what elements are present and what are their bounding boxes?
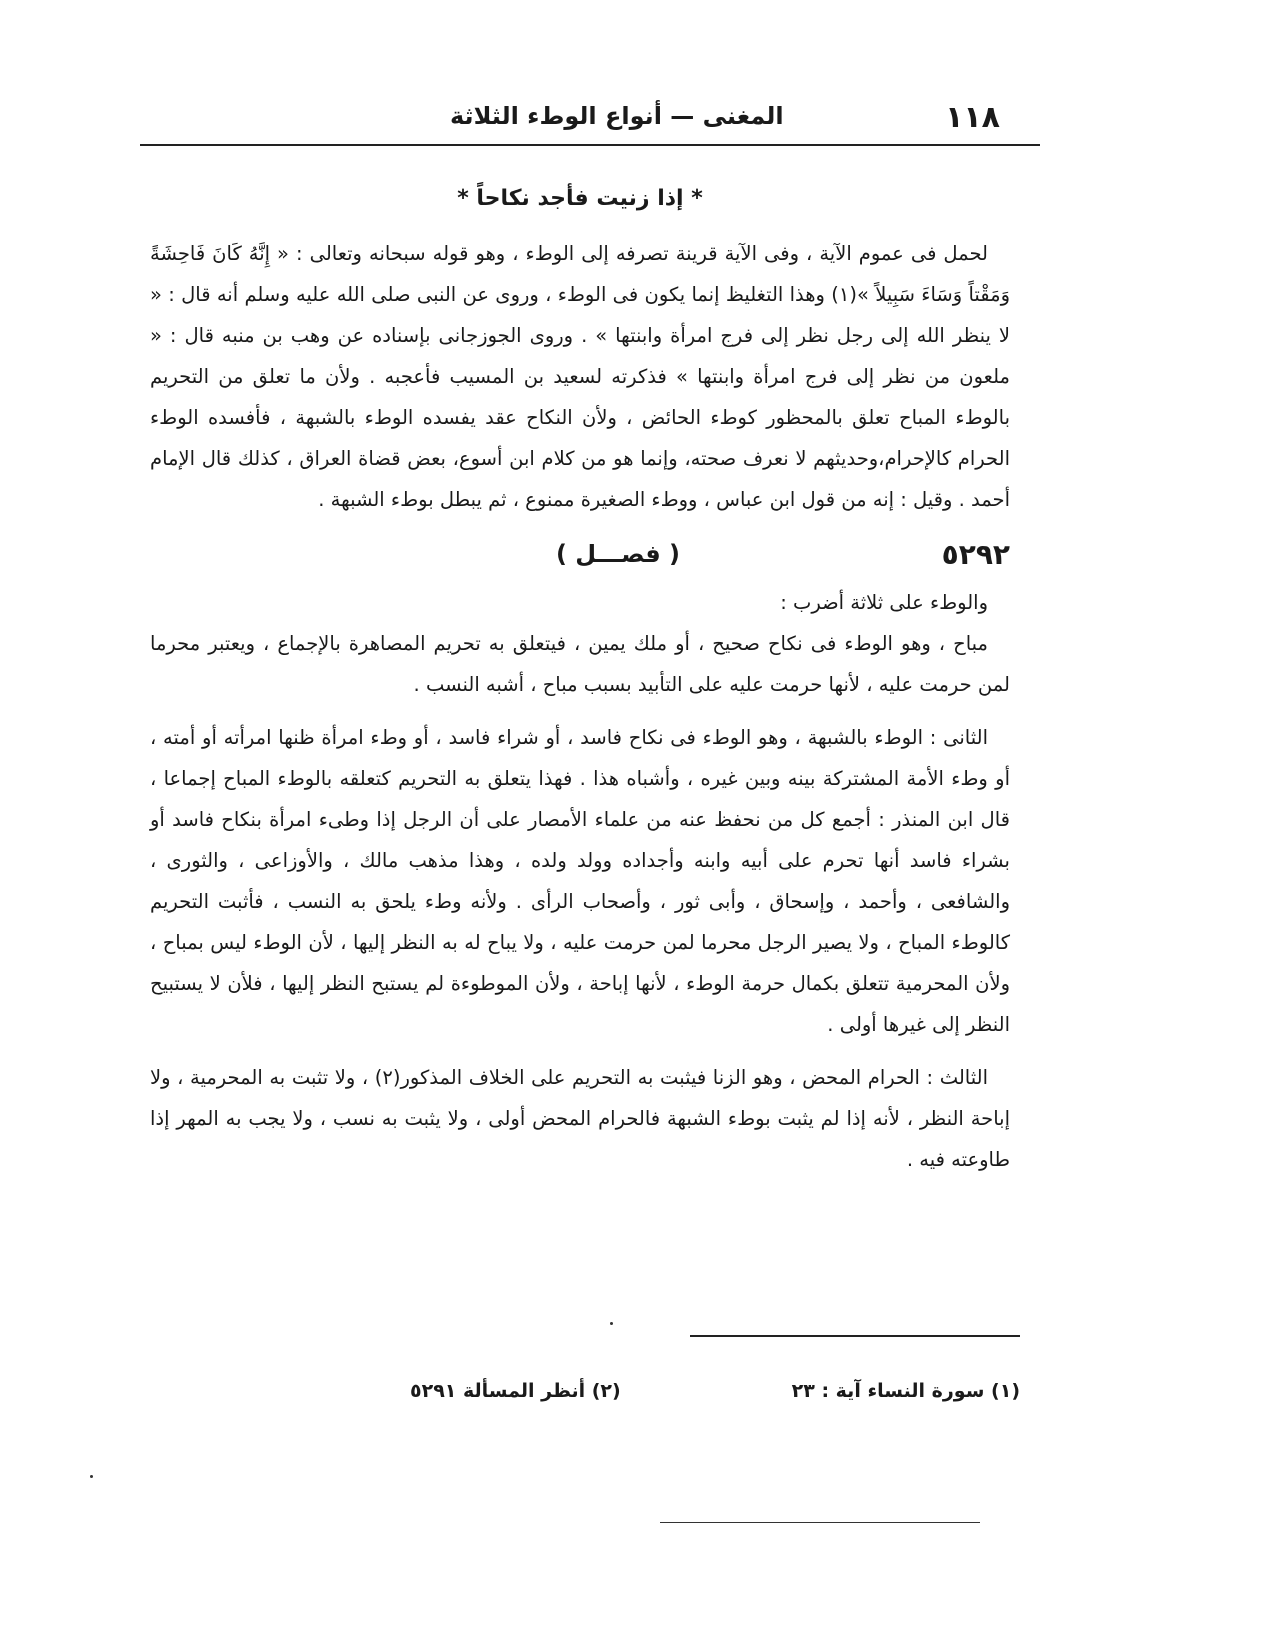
main-text bbox=[150, 178, 1010, 1180]
page-number: ١١٨ bbox=[945, 100, 1000, 135]
header-rule bbox=[140, 144, 1040, 146]
bottom-rule bbox=[660, 1522, 980, 1523]
paragraph: مباح ، وهو الوطء فى نكاح صحيح ، أو ملك يمين ، فيتعلق به تحريم المصاهرة بالإجماع ، ويعتبر محرما لمن حرمت عليه ، لأنها حرمت عليه على التأبيد بسبب مباح ، أشبه النسب . bbox=[150, 632, 1010, 696]
book-page bbox=[140, 90, 1040, 1590]
page-header bbox=[140, 100, 1040, 140]
paragraph: والوطء على ثلاثة أضرب : bbox=[780, 591, 988, 614]
running-title: المغنى — أنواع الوطء الثلاثة bbox=[450, 102, 784, 130]
paragraph: الثانى : الوطء بالشبهة ، وهو الوطء فى نكاح فاسد ، أو شراء فاسد ، أو وطء امرأة ظنها امرأته أو أمته ، أو وطء الأمة المشتركة بينه وبين غيره ، وأشباه هذا . فهذا يتعلق به التحريم كتعلقه بالوطء المباح إجماعا ، قال ابن المنذر : أجمع كل من نحفظ عنه من علماء الأمصار على أن الرجل إذا وطىء امرأة بنكاح فاسد أو بشراء فاسد أنها تحرم على أبيه وابنه وأجداده وولد ولده ، وهذا مذهب مالك ، والأوزاعى ، والثورى ، والشافعى ، وأحمد ، وإسحاق ، وأبى ثور ، وأصحاب الرأى . ولأنه وطء يلحق به النسب ، فأثبت التحريم كالوطء المباح ، ولا يصير الرجل محرما لمن حرمت عليه ، ولا يباح له به النظر إليها ، لأن الوطء ليس بمباح ، ولأن المحرمية تتعلق بكمال حرمة الوطء ، لأنها إباحة ، ولأن الموطوءة لم يستبح النظر إليها ، فلأن لا يستبيح النظر إلى غيرها أولى . bbox=[150, 726, 1010, 1036]
paragraph: لحمل فى عموم الآية ، وفى الآية قرينة تصرفه إلى الوطء ، وهو قوله سبحانه وتعالى : « إِنَّهُ كَانَ فَاحِشَةً وَمَقْتاً وَسَاءَ سَبِيلاً »(١) وهذا التغليظ إنما يكون فى الوطء ، وروى عن النبى صلى الله عليه وسلم أنه قال : « لا ينظر الله إلى رجل نظر إلى فرج امرأة وابنتها » . وروى الجوزجانى بإسناده عن وهب بن منبه قال : « ملعون من نظر إلى فرج امرأة وابنتها » فذكرته لسعيد بن المسيب فأعجبه . ولأن ما تعلق من التحريم بالوطء المباح تعلق بالمحظور كوطء الحائض ، ولأن النكاح عقد يفسده الوطء بالشبهة ، فأفسده الوطء الحرام كالإحرام،وحديثهم لا نعرف صحته، وإنما هو من كلام ابن أسوع، بعض قضاة العراق ، كذلك قال الإمام أحمد . وقيل : إنه من قول ابن عباس ، ووطء الصغيرة ممنوع ، ثم يبطل بوطء الشبهة . bbox=[150, 242, 1010, 511]
footnote-rule bbox=[690, 1335, 1020, 1337]
paragraph: الثالث : الحرام المحض ، وهو الزنا فيثبت به التحريم على الخلاف المذكور(٢) ، ولا تثبت به المحرمية ، ولا إباحة النظر ، لأنه إذا لم يثبت بوطء الشبهة فالحرام المحض أولى ، ولا يثبت به نسب ، ولا يجب به المهر إذا طاوعته فيه . bbox=[150, 1066, 1010, 1171]
scan-speck bbox=[610, 1322, 613, 1325]
scan-speck bbox=[90, 1475, 93, 1478]
verse-line: * إذا زنيت فأجد نكاحاً * bbox=[457, 186, 703, 211]
section-number: ٥٢٩٢ bbox=[941, 538, 1010, 571]
section-title: ( فصـــل ) bbox=[555, 540, 680, 568]
footnotes bbox=[140, 1380, 1040, 1420]
section-heading bbox=[150, 534, 1010, 582]
footnote-2: (٢) أنظر المسألة ٥٢٩١ bbox=[410, 1380, 621, 1402]
footnote-1: (١) سورة النساء آية : ٢٣ bbox=[791, 1380, 1020, 1402]
